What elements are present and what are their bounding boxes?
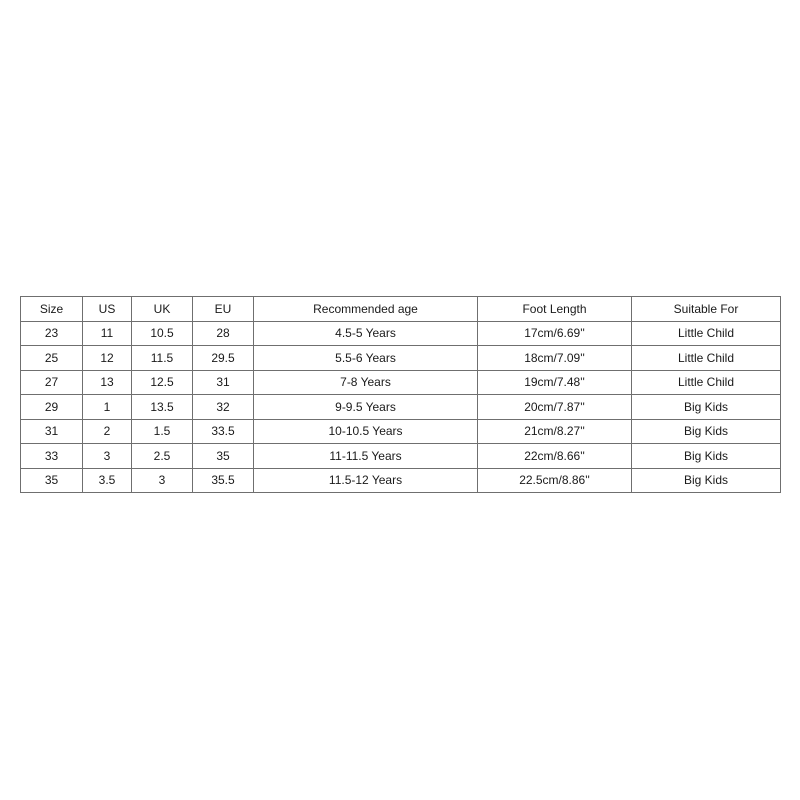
cell-uk: 12.5 [132,370,193,395]
cell-suitable-for: Big Kids [632,395,781,420]
cell-eu: 35.5 [193,468,254,493]
cell-suitable-for: Big Kids [632,419,781,444]
cell-eu: 31 [193,370,254,395]
cell-eu: 28 [193,321,254,346]
cell-us: 11 [83,321,132,346]
cell-us: 3.5 [83,468,132,493]
cell-recommended-age: 9-9.5 Years [254,395,478,420]
cell-eu: 33.5 [193,419,254,444]
cell-suitable-for: Big Kids [632,468,781,493]
cell-us: 3 [83,444,132,469]
cell-size: 35 [21,468,83,493]
cell-us: 12 [83,346,132,371]
cell-foot-length: 19cm/7.48'' [478,370,632,395]
table-row [21,321,781,346]
cell-eu: 29.5 [193,346,254,371]
cell-uk: 2.5 [132,444,193,469]
header-us: US [83,297,132,322]
table-row [21,444,781,469]
header-eu: EU [193,297,254,322]
cell-us: 1 [83,395,132,420]
cell-eu: 32 [193,395,254,420]
table-row [21,346,781,371]
cell-uk: 1.5 [132,419,193,444]
size-chart-table [20,296,781,493]
cell-suitable-for: Little Child [632,346,781,371]
cell-recommended-age: 5.5-6 Years [254,346,478,371]
header-row [21,297,781,322]
header-size: Size [21,297,83,322]
cell-recommended-age: 7-8 Years [254,370,478,395]
cell-uk: 13.5 [132,395,193,420]
table-row [21,419,781,444]
cell-foot-length: 22.5cm/8.86'' [478,468,632,493]
cell-foot-length: 22cm/8.66'' [478,444,632,469]
cell-foot-length: 18cm/7.09'' [478,346,632,371]
header-foot-length: Foot Length [478,297,632,322]
header-recommended-age: Recommended age [254,297,478,322]
cell-foot-length: 20cm/7.87'' [478,395,632,420]
cell-us: 13 [83,370,132,395]
cell-us: 2 [83,419,132,444]
cell-recommended-age: 4.5-5 Years [254,321,478,346]
cell-size: 25 [21,346,83,371]
header-suitable-for: Suitable For [632,297,781,322]
cell-size: 31 [21,419,83,444]
table-row [21,395,781,420]
cell-uk: 3 [132,468,193,493]
cell-uk: 11.5 [132,346,193,371]
cell-size: 27 [21,370,83,395]
cell-suitable-for: Little Child [632,370,781,395]
cell-suitable-for: Big Kids [632,444,781,469]
cell-foot-length: 17cm/6.69'' [478,321,632,346]
cell-foot-length: 21cm/8.27'' [478,419,632,444]
header-uk: UK [132,297,193,322]
cell-recommended-age: 11.5-12 Years [254,468,478,493]
cell-size: 33 [21,444,83,469]
cell-recommended-age: 11-11.5 Years [254,444,478,469]
cell-recommended-age: 10-10.5 Years [254,419,478,444]
cell-suitable-for: Little Child [632,321,781,346]
cell-size: 29 [21,395,83,420]
table-row [21,468,781,493]
table-row [21,370,781,395]
cell-uk: 10.5 [132,321,193,346]
cell-size: 23 [21,321,83,346]
cell-eu: 35 [193,444,254,469]
